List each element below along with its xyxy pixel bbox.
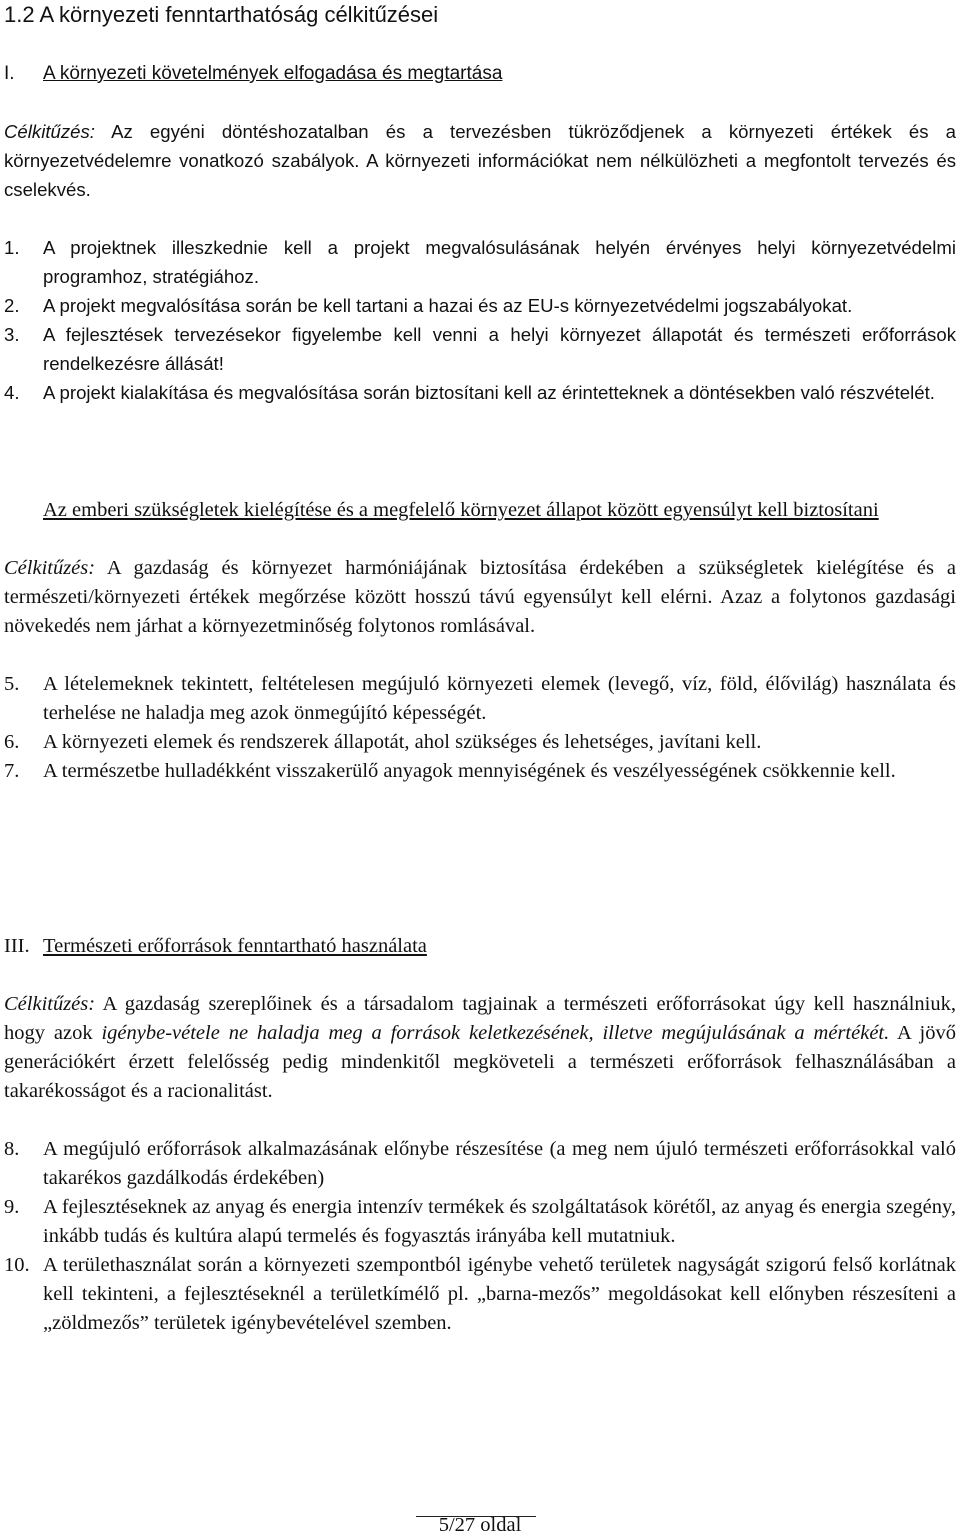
list-item [4,1251,956,1338]
list-item-number: 3. [4,324,20,345]
section-2-number [4,496,43,525]
section-3-objective [4,990,956,1106]
list-item-text: A természetbe hulladékként visszakerülő anyagok mennyiségének és veszélyességének csökkennie kell. [43,760,896,782]
list-item-number: 8. [4,1138,20,1160]
section-2-list [4,670,956,786]
section-2-title-text: Az emberi szükségletek kielégítése és a megfelelő környezet állapot között egyensúlyt kell biztosítani [43,499,879,521]
section-2-objective-text: A gazdaság és környezet harmóniájának biztosítása érdekében a szükségletek kielégítése és a természeti/környezeti értékek megőrzése között hosszú távú egyensúlyt kell elérni. Azaz a folytonos gazdasági növekedés nem járhat a környezetminőség folytonos romlásával. [4,557,956,637]
list-item-text: A projekt kialakítása és megvalósítása során biztosítani kell az érintetteknek a döntésekben való részvételét. [43,382,935,403]
list-item [4,233,956,291]
section-1-list [4,233,956,407]
list-item [4,1193,956,1251]
section-1-title-text: A környezeti követelmények elfogadása és megtartása [43,63,503,84]
section-2-title [4,496,956,525]
section-3-title [4,932,956,961]
list-item-text: A fejlesztések tervezésekor figyelembe kell venni a helyi környezet állapotát és természeti erőforrások rendelkezésre állását! [43,324,956,374]
list-item-number: 5. [4,673,20,695]
list-item [4,757,956,786]
list-item-number: 4. [4,382,20,403]
list-item-number: 2. [4,295,20,316]
list-item [4,1135,956,1193]
list-item [4,291,956,320]
list-item-number: 10. [4,1254,30,1276]
section-3-objective-text-b: A jövő generációkért érzett felelősség pedig mindenkitől megköveteli a természeti erőforrások felhasználásában a takarékosságot és a racionalitást. [4,1022,956,1102]
section-1-number: I. [4,63,15,84]
section-1-objective-text-a: Az egyéni döntéshozatalban és a tervezésben tükröződjenek a környezeti értékek és a környezetvédelemre vonatkozó szabályok. [4,121,957,171]
list-item [4,378,956,407]
section-3-objective-label: Célkitűzés: [4,993,96,1015]
section-1-objective-label: Célkitűzés: [4,121,95,142]
page-number: 5/27 oldal [438,1514,522,1536]
list-item-text: A környezeti elemek és rendszerek állapotát, ahol szükséges és lehetséges, javítani kell. [43,731,762,753]
list-item-number: 1. [4,237,20,258]
section-2-objective-label: Célkitűzés: [4,557,96,579]
list-item-text: A lételemeknek tekintett, feltételesen megújuló környezeti elemek (levegő, víz, föld, élővilág) használata és terhelése ne haladja meg azok önmegújító képességét. [43,673,956,724]
section-1-objective [4,117,956,204]
list-item [4,728,956,757]
list-item-number: 7. [4,760,20,782]
section-2 [4,496,956,786]
section-3-number: III. [4,935,30,957]
list-item-text: A projekt megvalósítása során be kell tartani a hazai és az EU-s környezetvédelmi jogszabályokat. [43,295,853,316]
list-item [4,670,956,728]
list-item-number: 6. [4,731,20,753]
section-3-title-text: Természeti erőforrások fenntartható használata [43,935,427,957]
list-item-text: A fejlesztéseknek az anyag és energia intenzív termékek és szolgáltatások körétől, az anyag és energia szegény, inkább tudás és kultúra alapú termelés és fogyasztás irányába kell mutatniuk. [43,1196,956,1247]
section-3-objective-emphasis: igénybe-vétele ne haladja meg a források keletkezésének, illetve megújulásának a mértékét. [101,1022,890,1044]
section-1 [4,59,956,407]
section-1-title [4,59,956,88]
list-item-number: 9. [4,1196,20,1218]
list-item-text: A projektnek illeszkednie kell a projekt megvalósulásának helyén érvényes helyi környezetvédelmi programhoz, stratégiához. [43,237,956,287]
section-heading: 1.2 A környezeti fenntarthatóság célkitűzései [4,2,439,27]
section-3-list [4,1135,956,1338]
section-2-objective [4,554,956,641]
section-1-objective-text-b: A környezeti információkat nem nélkülözheti a megfontolt tervezés és cselekvés. [4,150,956,200]
list-item-text: A megújuló erőforrások alkalmazásának előnybe részesítése (a meg nem újuló természeti erőforrásokkal való takarékos gazdálkodás érdekében) [43,1138,956,1189]
list-item [4,320,956,378]
list-item-text: A területhasználat során a környezeti szempontból igénybe vehető területek nagyságát szigorú felső korlátnak kell tekinteni, a fejlesztéseknél a területkímélő pl. „barna-mezős” megoldásokat kell előnyben részesíteni a „zöldmezős” területek igénybevételével szemben. [43,1254,956,1334]
section-3 [4,932,956,1338]
section-3-objective-text-a: A gazdaság szereplőinek és a társadalom tagjainak a természeti erőforrásokat úgy kell használniuk, hogy azok [4,993,956,1044]
